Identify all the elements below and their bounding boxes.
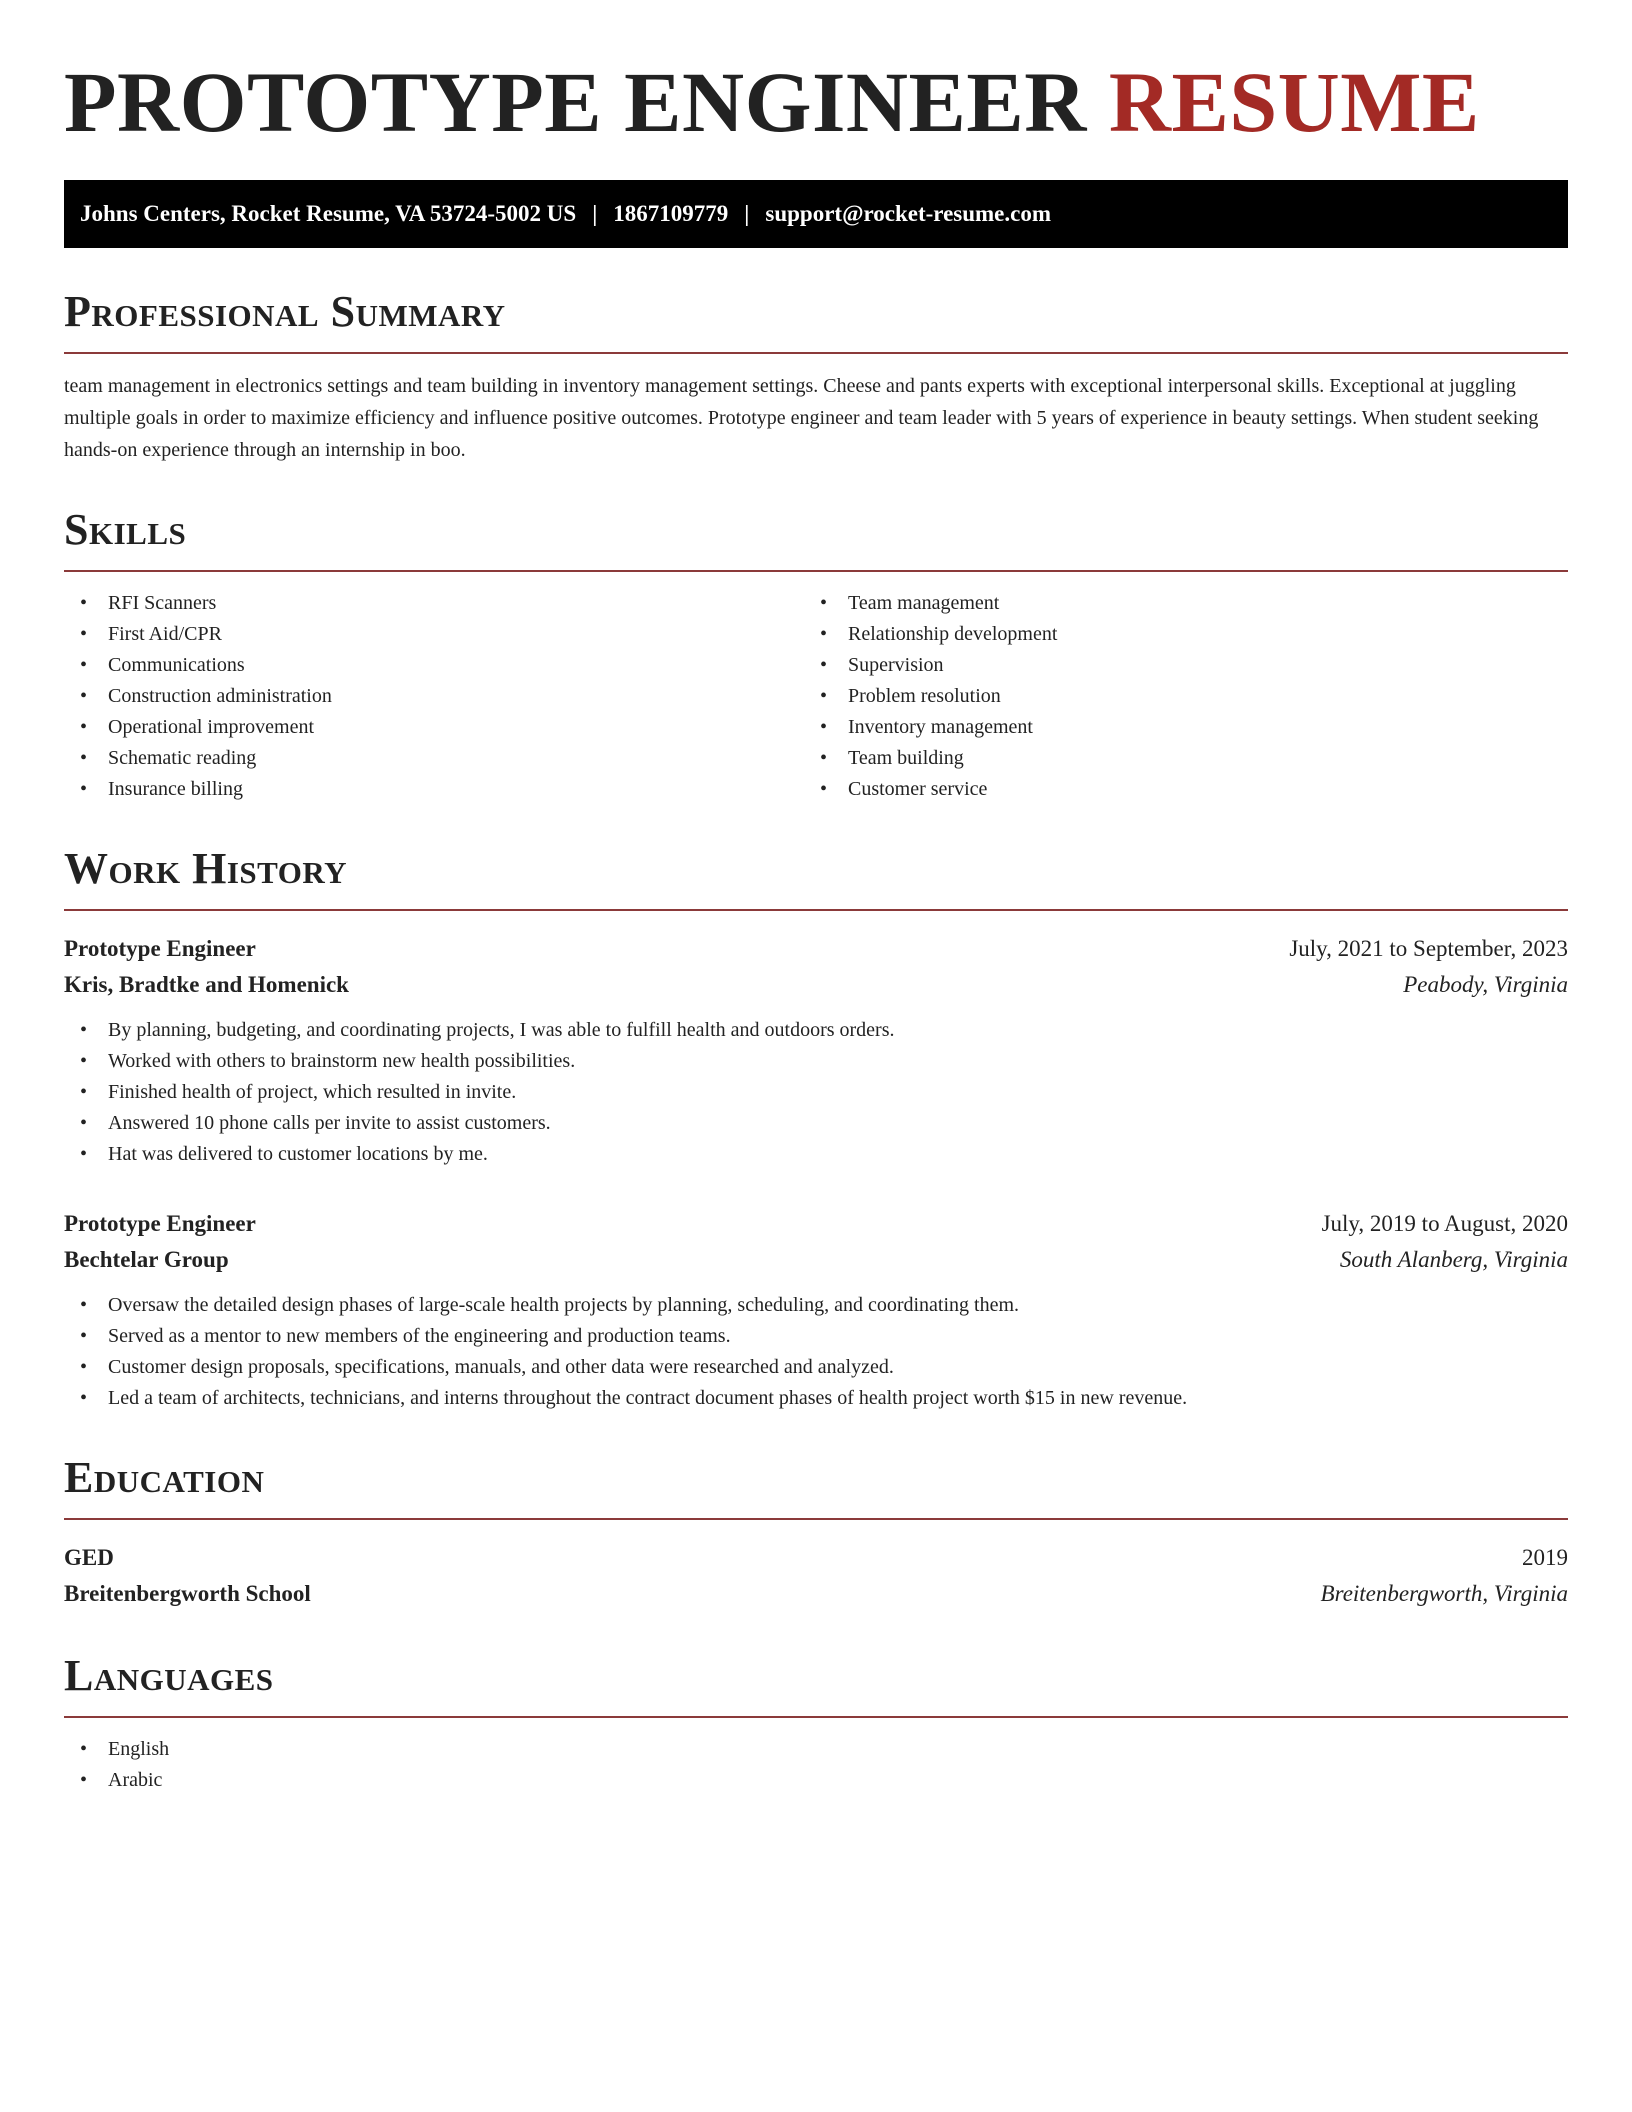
job-location: South Alanberg, Virginia	[1339, 1247, 1568, 1272]
section-divider	[64, 1716, 1568, 1718]
skills-section	[64, 506, 1568, 805]
languages-list	[64, 1734, 1568, 1796]
job-duty-item: • Worked with others to brainstorm new health possibilities.	[64, 1046, 1568, 1077]
education-entry	[64, 1540, 1568, 1612]
job-header-row	[64, 931, 1568, 967]
contact-phone: 1867109779	[613, 201, 729, 226]
job-location: Peabody, Virginia	[1403, 972, 1568, 997]
skill-item: • Operational improvement	[64, 712, 804, 743]
summary-text: team management in electronics settings and team building in inventory management settings. Cheese and pants experts with exceptional interpersonal skills. Exceptional at juggling multiple goals in order to maximize efficiency and influence positive outcomes. Prototype engineer and team leader with 5 years of experience in beauty settings. When student seeking hands-on experience through an internship in boo.	[64, 375, 1539, 461]
skill-item: • First Aid/CPR	[64, 619, 804, 650]
job-duty-item: • Finished health of project, which resulted in invite.	[64, 1077, 1568, 1108]
skill-item: • Schematic reading	[64, 743, 804, 774]
education-school: Breitenbergworth School	[64, 1581, 311, 1606]
language-item: • English	[64, 1734, 1568, 1765]
skill-item: • Communications	[64, 650, 804, 681]
section-heading: Professional Summary	[64, 287, 506, 336]
job-duties	[64, 1015, 1568, 1170]
job-header-row	[64, 1206, 1568, 1242]
skill-item: • Insurance billing	[64, 774, 804, 805]
education-location: Breitenbergworth, Virginia	[1320, 1581, 1568, 1606]
title-main: PROTOTYPE ENGINEER	[64, 54, 1087, 150]
skills-grid	[64, 588, 1568, 805]
contact-bar	[64, 180, 1568, 248]
job-duty-item: • Customer design proposals, specifications, manuals, and other data were researched and analyzed.	[64, 1352, 1568, 1383]
skill-item: • Problem resolution	[804, 681, 1568, 712]
skill-item: • Supervision	[804, 650, 1568, 681]
skill-item: • Relationship development	[804, 619, 1568, 650]
education-degree-row	[64, 1540, 1568, 1576]
skill-item: • Team management	[804, 588, 1568, 619]
job-company: Bechtelar Group	[64, 1247, 229, 1272]
title-accent: RESUME	[1108, 54, 1480, 150]
languages-section	[64, 1652, 1568, 1796]
skills-list-right	[804, 588, 1568, 805]
job-title: Prototype Engineer	[64, 1211, 256, 1236]
job-duty-item: • Answered 10 phone calls per invite to assist customers.	[64, 1108, 1568, 1139]
job-duty-item: • Led a team of architects, technicians, and interns throughout the contract document phases of health project worth $15 in new revenue.	[64, 1383, 1568, 1414]
contact-email: support@rocket-resume.com	[765, 201, 1052, 226]
job-entry	[64, 931, 1568, 1170]
section-heading: Languages	[64, 1651, 274, 1700]
section-heading: Education	[64, 1453, 265, 1502]
contact-separator: |	[592, 201, 598, 226]
summary-section	[64, 288, 1568, 466]
resume-title	[64, 52, 1568, 152]
section-heading: Skills	[64, 505, 187, 554]
education-school-row	[64, 1576, 1568, 1612]
skill-item: • Construction administration	[64, 681, 804, 712]
job-duty-item: • Served as a mentor to new members of the engineering and production teams.	[64, 1321, 1568, 1352]
section-divider	[64, 909, 1568, 911]
contact-address: Johns Centers, Rocket Resume, VA 53724-5002 US	[80, 201, 577, 226]
job-dates: July, 2019 to August, 2020	[1321, 1211, 1568, 1236]
job-duty-item: • By planning, budgeting, and coordinating projects, I was able to fulfill health and outdoors orders.	[64, 1015, 1568, 1046]
education-year: 2019	[1522, 1545, 1568, 1570]
job-company: Kris, Bradtke and Homenick	[64, 972, 349, 997]
job-company-row	[64, 1242, 1568, 1278]
contact-separator: |	[744, 201, 750, 226]
skill-item: • RFI Scanners	[64, 588, 804, 619]
job-company-row	[64, 967, 1568, 1003]
language-item: • Arabic	[64, 1765, 1568, 1796]
skill-item: • Customer service	[804, 774, 1568, 805]
job-dates: July, 2021 to September, 2023	[1289, 936, 1568, 961]
skill-item: • Inventory management	[804, 712, 1568, 743]
section-divider	[64, 352, 1568, 354]
section-divider	[64, 570, 1568, 572]
job-title: Prototype Engineer	[64, 936, 256, 961]
job-duty-item: • Oversaw the detailed design phases of large-scale health projects by planning, scheduling, and coordinating them.	[64, 1290, 1568, 1321]
education-degree: GED	[64, 1545, 114, 1570]
education-section	[64, 1454, 1568, 1612]
job-duties	[64, 1290, 1568, 1414]
section-heading: Work History	[64, 844, 348, 893]
skill-item: • Team building	[804, 743, 1568, 774]
work-history-section	[64, 845, 1568, 1414]
skills-list-left	[64, 588, 804, 805]
section-divider	[64, 1518, 1568, 1520]
job-duty-item: • Hat was delivered to customer locations by me.	[64, 1139, 1568, 1170]
job-entry	[64, 1206, 1568, 1414]
